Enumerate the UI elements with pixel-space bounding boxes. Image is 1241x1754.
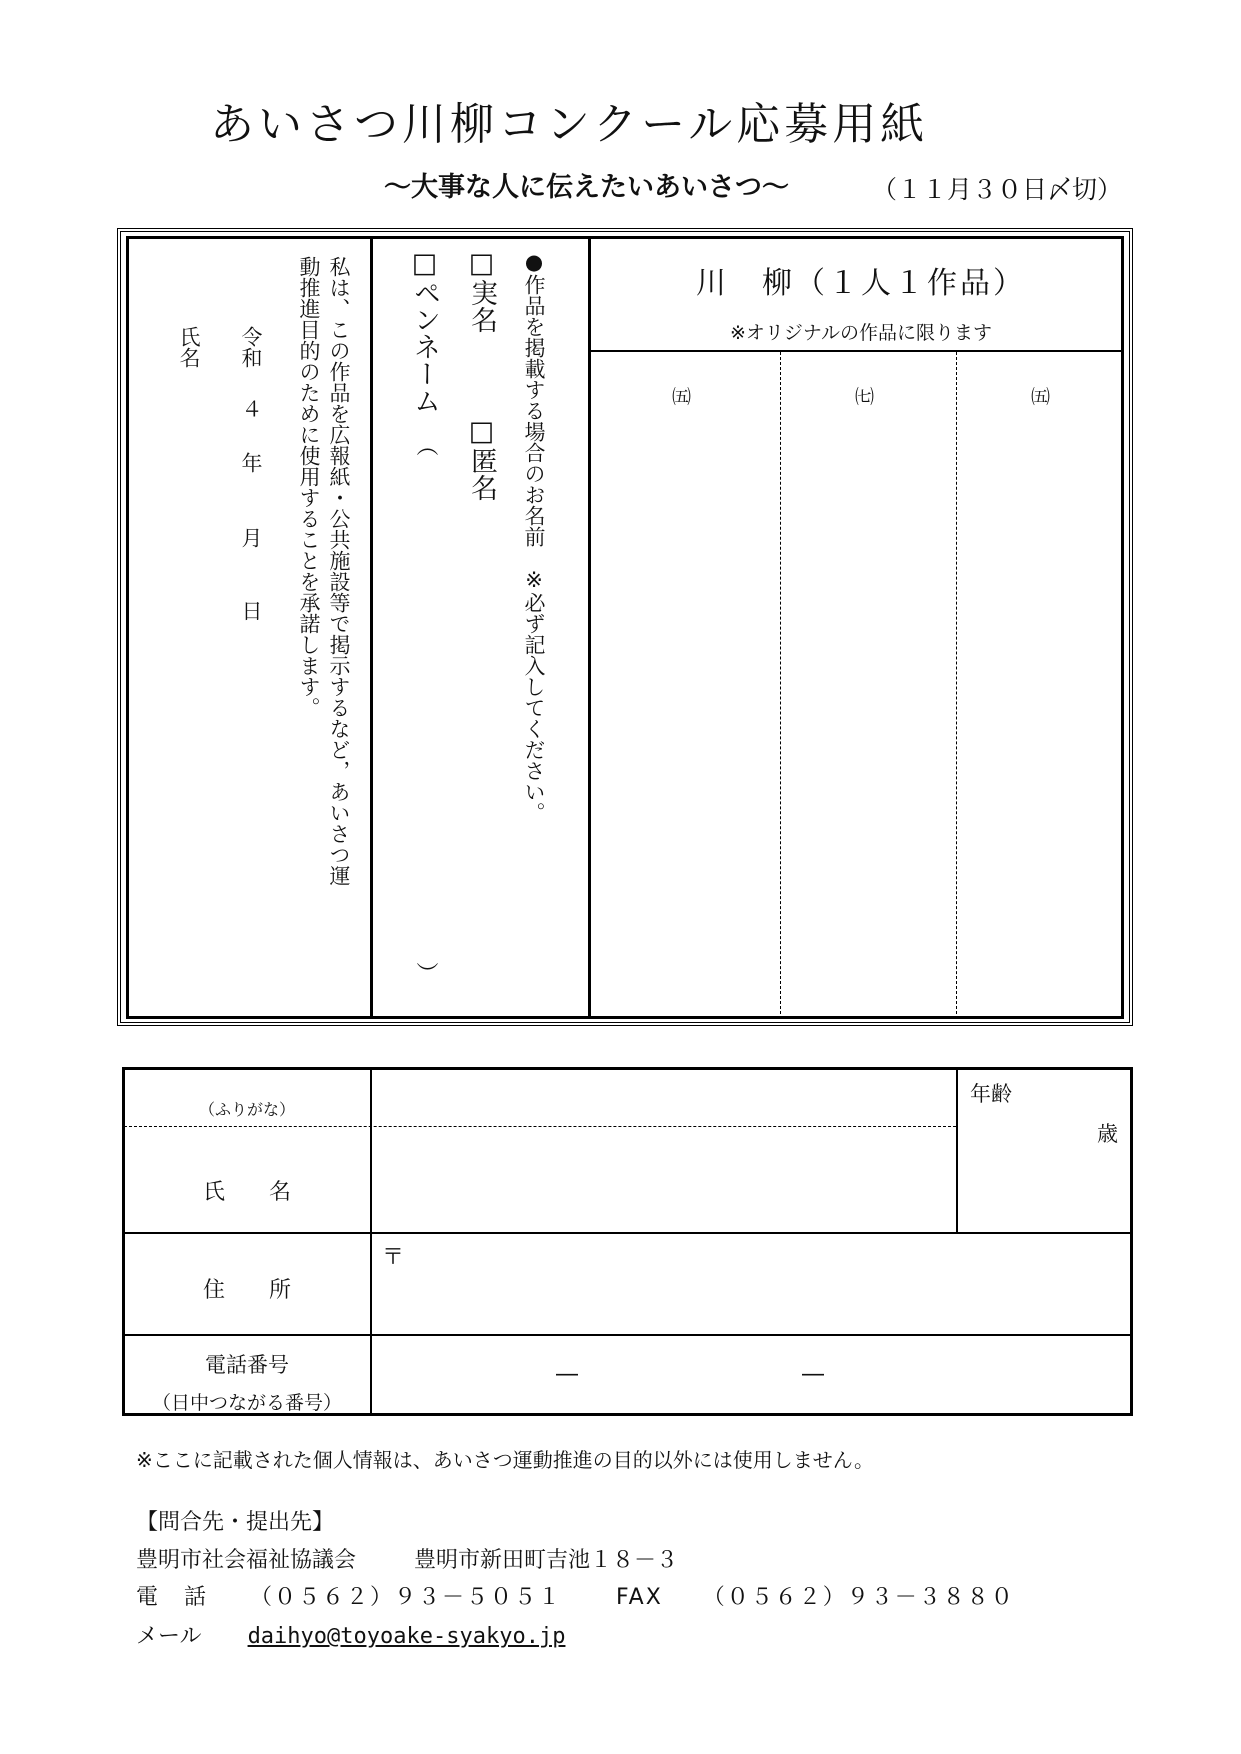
contact-fax-label: FAX — [616, 1585, 663, 1610]
divider-consent — [370, 236, 373, 1019]
contact-address: 豊明市新田町吉池１８－３ — [414, 1548, 679, 1573]
phone-dash-2: ― — [802, 1362, 824, 1387]
pen-name-field[interactable] — [408, 462, 444, 962]
applicant-label-divider — [370, 1067, 372, 1416]
name-field[interactable] — [374, 1130, 954, 1230]
divider-senryu-col1 — [780, 352, 781, 1019]
contact-heading: 【問合先・提出先】 — [136, 1510, 335, 1535]
phone-field[interactable] — [374, 1338, 1129, 1412]
contact-fax: （０５６２）９３－３８８０ — [702, 1585, 1015, 1610]
furigana-label: （ふりがな） — [198, 1100, 295, 1119]
senryu-line3-field[interactable] — [596, 410, 776, 1010]
option-real-name[interactable]: □実名 — [466, 248, 497, 333]
divider-senryu-header — [590, 350, 1124, 352]
contact-organization: 豊明市社会福祉協議会 — [136, 1548, 357, 1573]
age-divider — [956, 1067, 958, 1233]
date-day-label: 日 — [239, 600, 263, 621]
senryu-line1-field[interactable] — [962, 410, 1122, 1010]
row-divider-address — [124, 1334, 1131, 1336]
date-era: 令和 — [239, 326, 263, 368]
form-title: あいさつ川柳コンクール応募用紙 — [210, 99, 929, 150]
phone-label: 電話番号 — [205, 1353, 289, 1377]
furigana-field[interactable] — [374, 1071, 954, 1125]
address-field[interactable] — [374, 1236, 1129, 1332]
date-year-label: 年 — [239, 452, 263, 473]
age-field[interactable] — [962, 1110, 1092, 1150]
phone-dash-1: ― — [556, 1362, 578, 1387]
phone-sublabel: （日中つながる番号） — [151, 1392, 342, 1414]
deadline-text: （１１月３０日〆切） — [872, 175, 1123, 204]
senryu-line2-field[interactable] — [786, 410, 952, 1010]
syllable-marker-5-first: ㈤ — [672, 386, 692, 408]
divider-senryu-col2 — [956, 352, 957, 1019]
pen-name-bracket-open: （ — [413, 434, 438, 456]
syllable-marker-7: ㈦ — [855, 386, 875, 408]
option-anonymous[interactable]: □匿名 — [466, 416, 497, 501]
age-unit: 歳 — [1097, 1122, 1118, 1146]
address-label: 住 所 — [202, 1278, 291, 1303]
contact-phone-label: 電 話 — [136, 1585, 209, 1610]
age-label: 年齢 — [970, 1082, 1012, 1106]
syllable-marker-5-last: ㈤ — [1031, 386, 1051, 408]
postal-mark: 〒 — [382, 1245, 405, 1270]
contact-phone: （０５６２）９３－５０５１ — [250, 1585, 563, 1610]
consent-text-line2: 動推進目的のために使用することを承諾します。 — [297, 256, 321, 718]
signature-name-label: 氏名 — [177, 326, 201, 368]
furigana-divider — [124, 1126, 956, 1127]
option-pen-name[interactable]: □ペンネーム — [409, 248, 440, 414]
privacy-note: ※ここに記載された個人情報は、あいさつ運動推進の目的以外には使用しません。 — [136, 1448, 874, 1472]
divider-name-options — [588, 236, 591, 1019]
name-label: 氏 名 — [202, 1180, 291, 1205]
pen-name-bracket-close: ） — [413, 962, 438, 984]
date-month-label: 月 — [239, 527, 263, 548]
senryu-original-note: ※オリジナルの作品に限ります — [730, 322, 992, 344]
contact-email-link[interactable]: daihyo@toyoake-syakyo.jp — [247, 1624, 566, 1649]
name-instruction: ●作品を掲載する場合のお名前 ※必ず記入してください。 — [522, 250, 546, 823]
consent-text-line1: 私は、この作品を広報紙・公共施設等で掲示するなど，あいさつ運 — [327, 256, 351, 886]
contact-email-label: メール — [136, 1624, 202, 1649]
row-divider-name — [124, 1232, 1131, 1234]
senryu-heading: 川 柳（１人１作品） — [696, 266, 1026, 301]
form-subtitle: ～大事な人に伝えたいあいさつ～ — [384, 172, 789, 203]
date-year: ４ — [239, 398, 263, 419]
